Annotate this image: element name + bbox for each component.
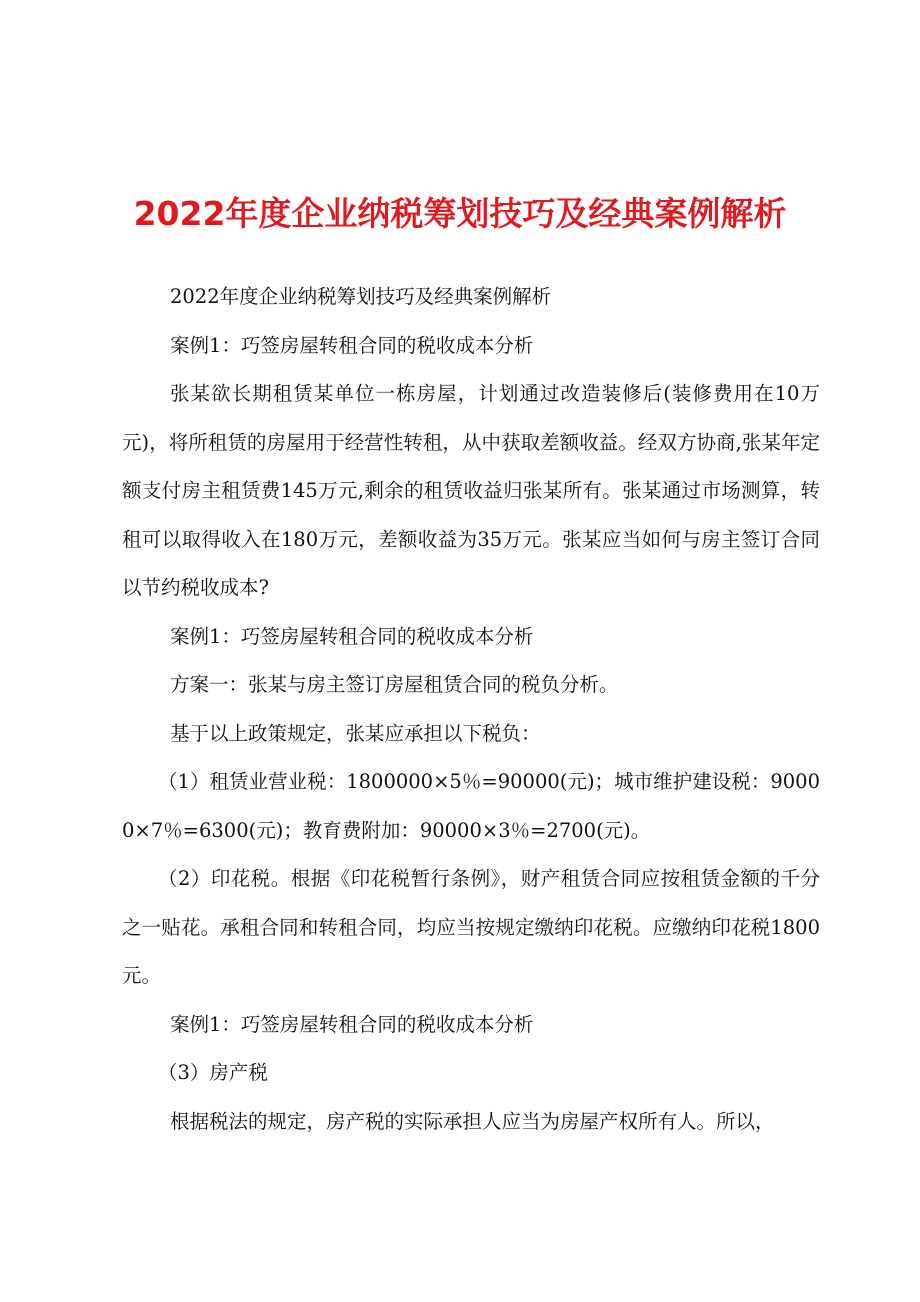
paragraph-plan-one: 方案一：张某与房主签订房屋租赁合同的税负分析。 [170, 673, 619, 696]
paragraph-stamp-tax: （2）印花税。根据《印花税暂行条例》，财产租赁合同应按租赁金额的千分之一贴花。承租合同和转租合同，均应当按规定缴纳印花税。应缴纳印花税1800元。 [122, 867, 820, 987]
paragraph-property-tax: 根据税法的规定，房产税的实际承担人应当为房屋产权所有人。所以， [170, 1109, 775, 1133]
paragraph-case-description: 张某欲长期租赁某单位一栋房屋，计划通过改造装修后(装修费用在10万元)，将所租赁的房屋用于经营性转租，从中获取差额收益。经双方协商,张某年定额支付房主租赁费145万元,剩余的租赁收益归张某所有。张某通过市场测算，转租可以取得收入在180万元，差额收益为35万元。张某应当如何与房主签订合同以节约税收成本? [122, 382, 820, 599]
paragraph-business-tax: （1）租赁业营业税：1800000×5％=90000(元)；城市维护建设税：90000×7％=6300(元)；教育费附加：90000×3％=2700(元)。 [122, 770, 820, 842]
paragraph-intro: 2022年度企业纳税筹划技巧及经典案例解析 [170, 285, 552, 308]
document-body [122, 273, 820, 1146]
paragraph-policy: 基于以上政策规定，张某应承担以下税负： [170, 721, 541, 745]
document-title: 2022年度企业纳税筹划技巧及经典案例解析 [133, 194, 787, 233]
paragraph-case-heading: 案例1：巧签房屋转租合同的税收成本分析 [170, 333, 534, 357]
paragraph-case-heading: 案例1：巧签房屋转租合同的税收成本分析 [170, 1012, 534, 1036]
paragraph-property-tax-heading: （3）房产税 [158, 1061, 268, 1084]
paragraph-case-heading: 案例1：巧签房屋转租合同的税收成本分析 [170, 624, 534, 648]
